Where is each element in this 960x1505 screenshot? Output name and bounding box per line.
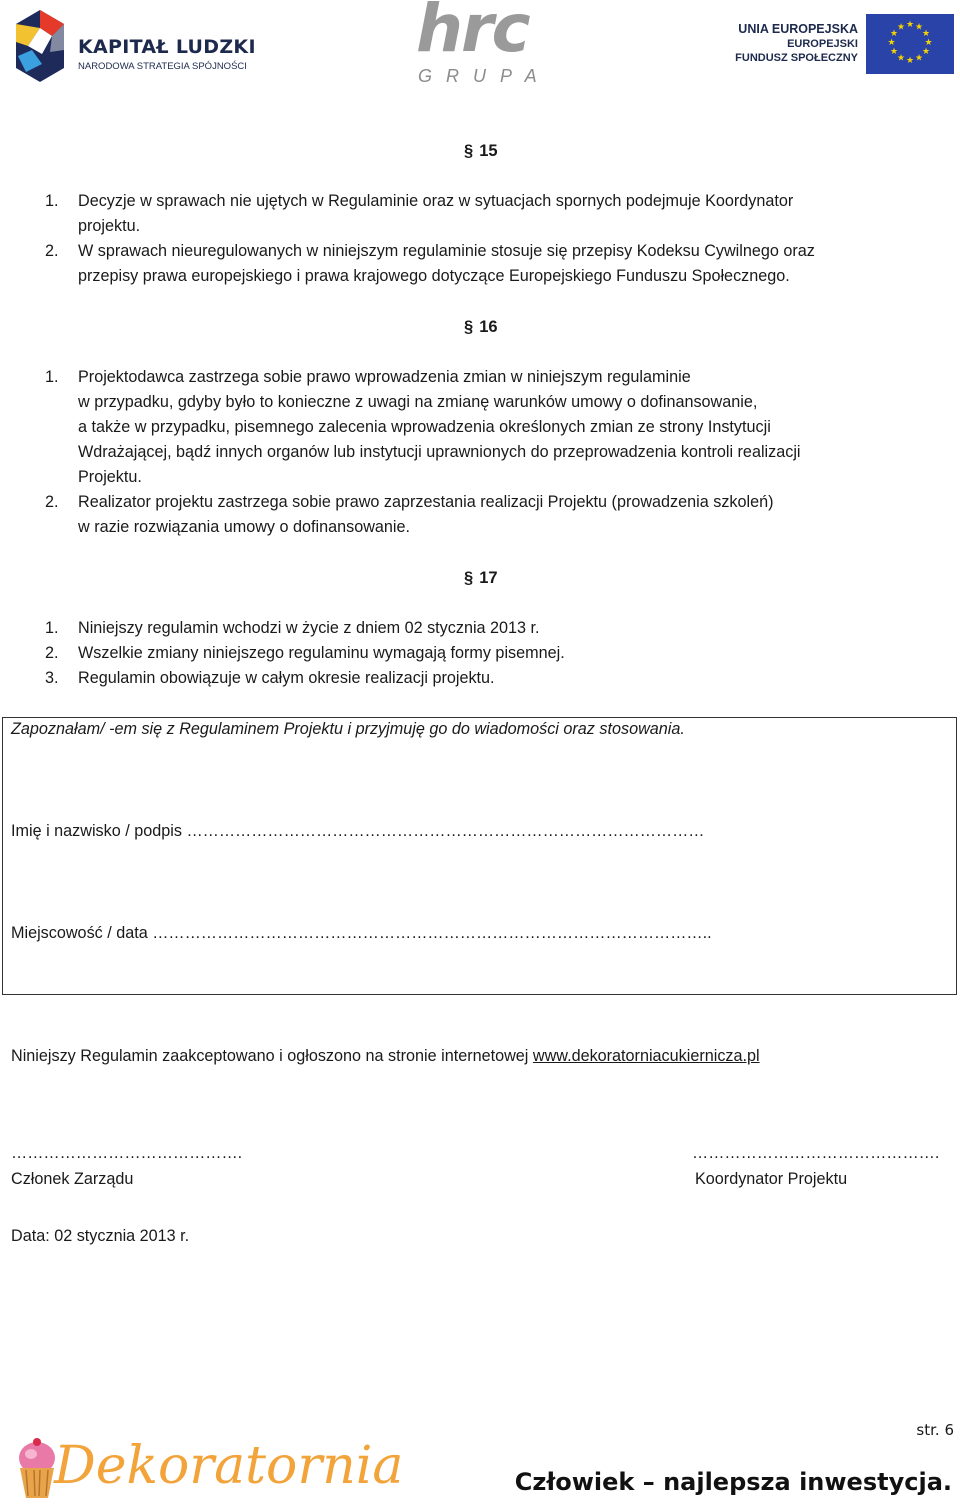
eu-logo-line3: FUNDUSZ SPOŁECZNY bbox=[735, 52, 858, 64]
place-date-field[interactable]: Miejscowość / data ………………………………………………………………………………………….. bbox=[11, 924, 712, 942]
list-item-text: W sprawach nieuregulowanych w niniejszym regulaminie stosuje się przepisy Kodeksu Cywilnego oraz bbox=[78, 242, 815, 260]
section-symbol: § bbox=[464, 142, 474, 160]
list-item-text: w razie rozwiązania umowy o dofinansowanie. bbox=[78, 518, 411, 536]
list-item-text: Wszelkie zmiany niniejszego regulaminu wymagają formy pisemnej. bbox=[78, 644, 565, 662]
svg-text:★: ★ bbox=[914, 22, 924, 33]
svg-text:★: ★ bbox=[924, 38, 933, 48]
website-link[interactable]: www.dekoratorniacukiernicza.pl bbox=[532, 1047, 760, 1065]
kapital-ludzki-subtitle: NARODOWA STRATEGIA SPÓJNOŚCI bbox=[78, 61, 247, 72]
list-number: 1. bbox=[45, 368, 59, 386]
list-number: 1. bbox=[45, 192, 59, 210]
list-item-text: Regulamin obowiązuje w całym okresie realizacji projektu. bbox=[78, 669, 495, 687]
list-item-text: Projektu. bbox=[78, 468, 142, 486]
list-item-text: przepisy prawa europejskiego i prawa krajowego dotyczące Europejskiego Funduszu Społecznego. bbox=[78, 267, 790, 285]
section-16-heading bbox=[464, 315, 498, 340]
svg-text:★: ★ bbox=[921, 29, 931, 39]
list-item-text: Decyzje w sprawach nie ujętych w Regulaminie oraz w sytuacjach spornych podejmuje Koordynator bbox=[78, 192, 794, 210]
name-signature-field[interactable]: Imię i nazwisko / podpis …………………………………………………………………………………… bbox=[11, 822, 705, 840]
footer-slogan: Człowiek – najlepsza inwestycja. bbox=[514, 1468, 952, 1496]
list-number: 3. bbox=[45, 669, 59, 687]
eu-flag-icon bbox=[866, 14, 954, 74]
list-item-text: Niniejszy regulamin wchodzi w życie z dniem 02 stycznia 2013 r. bbox=[78, 619, 540, 637]
publication-text: Niniejszy Regulamin zaakceptowano i ogłoszono na stronie internetowej bbox=[11, 1047, 533, 1065]
list-number: 2. bbox=[45, 644, 59, 662]
right-signature-dots: ………………………………………. bbox=[692, 1144, 940, 1162]
section-number: 17 bbox=[479, 569, 498, 587]
left-signature-dots: ……………………………………. bbox=[11, 1144, 243, 1162]
hrc-logo-word: hrc bbox=[416, 0, 529, 67]
list-item-text: Wdrażającej, bądź innych organów lub instytucji uprawnionych do przeprowadzenia kontroli realizacji bbox=[78, 443, 801, 461]
section-number: 15 bbox=[479, 142, 498, 160]
section-symbol: § bbox=[464, 569, 474, 587]
svg-text:★: ★ bbox=[921, 47, 931, 57]
eu-efs-logo bbox=[732, 14, 954, 76]
hrc-grupa-logo bbox=[412, 0, 557, 92]
document-date: Data: 02 stycznia 2013 r. bbox=[11, 1227, 190, 1245]
svg-text:★: ★ bbox=[887, 38, 896, 48]
kapital-ludzki-emblem-icon bbox=[12, 6, 72, 86]
eu-logo-line2: EUROPEJSKI bbox=[787, 38, 858, 50]
declaration-statement: Zapoznałam/ -em się z Regulaminem Projektu i przyjmuję go do wiadomości oraz stosowania. bbox=[11, 720, 685, 738]
left-signature-role: Członek Zarządu bbox=[11, 1170, 134, 1188]
kapital-ludzki-logo bbox=[12, 6, 262, 86]
section-15-heading bbox=[464, 139, 498, 164]
list-item-text: Realizator projektu zastrzega sobie prawo zaprzestania realizacji Projektu (prowadzenia szkoleń) bbox=[78, 493, 774, 511]
declaration-box bbox=[2, 717, 957, 995]
kapital-ludzki-title: KAPITAŁ LUDZKI bbox=[78, 36, 256, 58]
svg-text:★: ★ bbox=[889, 47, 899, 57]
page-number: str. 6 bbox=[916, 1421, 954, 1439]
svg-text:★: ★ bbox=[914, 53, 924, 64]
publication-line bbox=[11, 1044, 760, 1069]
dekoratornia-logo bbox=[12, 1436, 404, 1500]
svg-text:★: ★ bbox=[896, 22, 906, 33]
list-number: 1. bbox=[45, 619, 59, 637]
list-item-text: projektu. bbox=[78, 217, 141, 235]
list-item-text: Projektodawca zastrzega sobie prawo wprowadzenia zmian w niniejszym regulaminie bbox=[78, 368, 691, 386]
svg-text:★: ★ bbox=[905, 20, 915, 30]
right-signature-role: Koordynator Projektu bbox=[695, 1170, 848, 1188]
list-number: 2. bbox=[45, 242, 59, 260]
section-symbol: § bbox=[464, 318, 474, 336]
svg-text:★: ★ bbox=[896, 53, 906, 64]
section-17-heading bbox=[464, 566, 498, 591]
list-item-text: a także w przypadku, pisemnego zalecenia wprowadzenia określonych zmian ze strony Instytucji bbox=[78, 418, 771, 436]
list-item-text: w przypadku, gdyby było to konieczne z uwagi na zmianę warunków umowy o dofinansowanie, bbox=[78, 393, 758, 411]
list-number: 2. bbox=[45, 493, 59, 511]
hrc-logo-grupa: GRUPA bbox=[418, 66, 551, 86]
svg-text:★: ★ bbox=[905, 56, 915, 66]
section-number: 16 bbox=[479, 318, 498, 336]
svg-text:★: ★ bbox=[889, 29, 899, 39]
dekoratornia-wordmark: Dekoratornia bbox=[54, 1436, 404, 1496]
eu-logo-line1: UNIA EUROPEJSKA bbox=[738, 22, 858, 36]
